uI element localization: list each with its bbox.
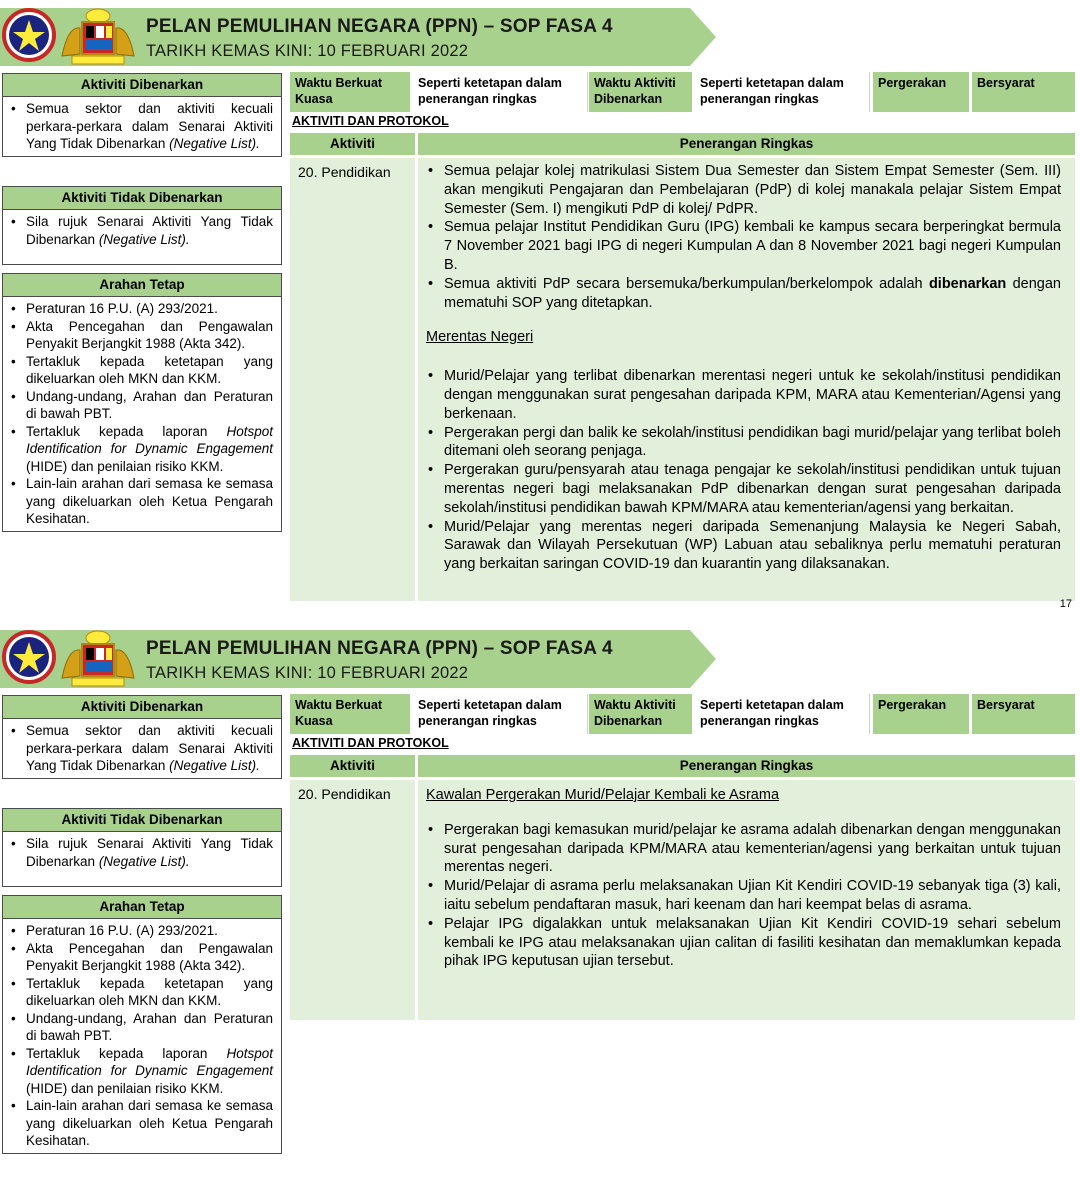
effective-time-value: Seperti ketetapan dalam penerangan ringkas bbox=[413, 72, 588, 112]
standing-order-item: • Tertakluk kepada ketetapan yang dikeluarkan oleh MKN dan KKM. bbox=[9, 975, 273, 1010]
activity-time-value: Seperti ketetapan dalam penerangan ringkas bbox=[695, 694, 870, 734]
allowed-activities-item: • Semua sektor dan aktiviti kecuali perkara-perkara dalam Senarai Aktiviti Yang Tidak Dibenarkan (Negative List). bbox=[9, 100, 273, 153]
allowed-activities-box bbox=[2, 695, 282, 779]
section-label: AKTIVITI DAN PROTOKOL bbox=[292, 114, 449, 128]
movement-value: Bersyarat bbox=[972, 72, 1075, 112]
page-title: PELAN PEMULIHAN NEGARA (PPN) – SOP FASA 4 bbox=[146, 638, 613, 659]
movement-label: Pergerakan bbox=[873, 694, 969, 734]
activity-table bbox=[290, 133, 1075, 601]
standing-orders-heading: Arahan Tetap bbox=[3, 896, 281, 919]
standing-order-item: • Tertakluk kepada laporan Hotspot Identification for Dynamic Engagement (HIDE) dan penilaian risiko KKM. bbox=[9, 1045, 273, 1098]
column-header-activity: Aktiviti bbox=[290, 133, 415, 155]
effective-time-value: Seperti ketetapan dalam penerangan ringkas bbox=[413, 694, 588, 734]
prohibited-activities-box bbox=[2, 186, 282, 265]
standing-order-item: • Lain-lain arahan dari semasa ke semasa yang dikeluarkan oleh Ketua Pengarah Kesihatan. bbox=[9, 1097, 273, 1150]
update-date: TARIKH KEMAS KINI: 10 FEBRUARI 2022 bbox=[146, 42, 469, 60]
standing-order-item: • Undang-undang, Arahan dan Peraturan di bawah PBT. bbox=[9, 388, 273, 423]
update-date: TARIKH KEMAS KINI: 10 FEBRUARI 2022 bbox=[146, 664, 469, 682]
column-header-activity: Aktiviti bbox=[290, 755, 415, 777]
section-label: AKTIVITI DAN PROTOKOL bbox=[292, 736, 449, 750]
status-row bbox=[290, 694, 1075, 734]
sub-heading-hostel-return: Kawalan Pergerakan Murid/Pelajar Kembali ke Asrama bbox=[426, 787, 780, 803]
prohibited-activities-heading: Aktiviti Tidak Dibenarkan bbox=[3, 187, 281, 210]
status-row bbox=[290, 72, 1075, 112]
description-bullet: • Semua pelajar kolej matrikulasi Sistem Dua Semester dan Sistem Empat Semester (Sem. III) akan mengikuti Pengajaran dan Pembelajaran (PdP) di kolej manakala pelajar Sistem Empat Semester (Sem. I) mengikuti PdP di kolej/ PdPR. bbox=[426, 162, 1061, 218]
effective-time-label: Waktu Berkuat Kuasa bbox=[290, 694, 410, 734]
column-header-description: Penerangan Ringkas bbox=[418, 755, 1075, 777]
page-title: PELAN PEMULIHAN NEGARA (PPN) – SOP FASA 4 bbox=[146, 16, 613, 37]
standing-order-item: • Akta Pencegahan dan Pengawalan Penyakit Berjangkit 1988 (Akta 342). bbox=[9, 318, 273, 353]
standing-order-item: • Tertakluk kepada laporan Hotspot Identification for Dynamic Engagement (HIDE) dan penilaian risiko KKM. bbox=[9, 423, 273, 476]
nsc-logo bbox=[2, 2, 56, 72]
prohibited-activities-box bbox=[2, 808, 282, 887]
description-bullet: • Semua pelajar Institut Pendidikan Guru (IPG) kembali ke kampus secara berperingkat bermula 7 November 2021 bagi IPG di negeri Kumpulan A dan 8 November 2021 bagi negeri Kumpulan B. bbox=[426, 218, 1061, 274]
coat-of-arms-logo bbox=[58, 628, 138, 690]
standing-order-item: • Peraturan 16 P.U. (A) 293/2021. bbox=[9, 922, 273, 940]
description-cell bbox=[418, 158, 1075, 601]
slide-page-18 bbox=[0, 622, 1080, 1197]
standing-order-item: • Peraturan 16 P.U. (A) 293/2021. bbox=[9, 300, 273, 318]
description-cell bbox=[418, 780, 1075, 1020]
activity-table bbox=[290, 755, 1075, 1020]
allowed-activities-heading: Aktiviti Dibenarkan bbox=[3, 74, 281, 97]
nsc-logo bbox=[2, 624, 56, 694]
movement-value: Bersyarat bbox=[972, 694, 1075, 734]
standing-order-item: • Tertakluk kepada ketetapan yang dikeluarkan oleh MKN dan KKM. bbox=[9, 353, 273, 388]
activity-time-label: Waktu Aktiviti Dibenarkan bbox=[589, 694, 692, 734]
standing-orders-heading: Arahan Tetap bbox=[3, 274, 281, 297]
page-number: 17 bbox=[1059, 598, 1072, 610]
standing-order-item: • Lain-lain arahan dari semasa ke semasa yang dikeluarkan oleh Ketua Pengarah Kesihatan. bbox=[9, 475, 273, 528]
activity-time-value: Seperti ketetapan dalam penerangan ringkas bbox=[695, 72, 870, 112]
activity-name-cell: 20. Pendidikan bbox=[290, 780, 415, 1020]
description-bullet: • Semua aktiviti PdP secara bersemuka/berkumpulan/berkelompok adalah dibenarkan dengan mematuhi SOP yang ditetapkan. bbox=[426, 275, 1061, 313]
standing-orders-box bbox=[2, 273, 282, 532]
coat-of-arms-logo bbox=[58, 6, 138, 68]
description-bullet: • Murid/Pelajar yang merentas negeri daripada Semenanjung Malaysia ke Negeri Sabah, Sarawak dan Wilayah Persekutuan (WP) Labuan atau sebaliknya perlu mematuhi peraturan yang berkaitan saringan COVID-19 dan kuarantin yang dilaksanakan. bbox=[426, 518, 1061, 574]
description-bullet: • Murid/Pelajar yang terlibat dibenarkan merentasi negeri untuk ke sekolah/institusi pendidikan dengan menggunakan surat pengesahan daripada KPM, MARA atau Kementerian/Agensi yang berkenaan. bbox=[426, 367, 1061, 423]
sub-heading-cross-state: Merentas Negeri bbox=[426, 329, 534, 346]
standing-order-item: • Akta Pencegahan dan Pengawalan Penyakit Berjangkit 1988 (Akta 342). bbox=[9, 940, 273, 975]
standing-orders-box bbox=[2, 895, 282, 1154]
activity-name-cell: 20. Pendidikan bbox=[290, 158, 415, 601]
description-bullet: • Pergerakan guru/pensyarah atau tenaga pengajar ke sekolah/institusi pendidikan untuk tujuan merentas negeri bagi melaksanakan PdP dibenarkan dengan surat pengesahan daripada sekolah/institusi pendidikan bawah KPM/MARA atau kementerian/agensi yang berkaitan. bbox=[426, 461, 1061, 517]
allowed-activities-item: • Semua sektor dan aktiviti kecuali perkara-perkara dalam Senarai Aktiviti Yang Tidak Dibenarkan (Negative List). bbox=[9, 722, 273, 775]
allowed-activities-heading: Aktiviti Dibenarkan bbox=[3, 696, 281, 719]
activity-time-label: Waktu Aktiviti Dibenarkan bbox=[589, 72, 692, 112]
description-bullet: • Pergerakan bagi kemasukan murid/pelajar ke asrama adalah dibenarkan dengan menggunakan surat pengesahan daripada KPM/MARA atau kementerian/agensi yang berkaitan untuk tujuan merentas negeri. bbox=[426, 821, 1061, 877]
allowed-activities-box bbox=[2, 73, 282, 157]
prohibited-activities-item: • Sila rujuk Senarai Aktiviti Yang Tidak Dibenarkan (Negative List). bbox=[9, 835, 273, 870]
movement-label: Pergerakan bbox=[873, 72, 969, 112]
prohibited-activities-item: • Sila rujuk Senarai Aktiviti Yang Tidak Dibenarkan (Negative List). bbox=[9, 213, 273, 248]
description-bullet: • Murid/Pelajar di asrama perlu melaksanakan Ujian Kit Kendiri COVID-19 sebanyak tiga (3) kali, iaitu sebelum pendaftaran masuk, hari keenam dan hari keempat belas di asrama. bbox=[426, 877, 1061, 915]
prohibited-activities-heading: Aktiviti Tidak Dibenarkan bbox=[3, 809, 281, 832]
standing-order-item: • Undang-undang, Arahan dan Peraturan di bawah PBT. bbox=[9, 1010, 273, 1045]
description-bullet: • Pergerakan pergi dan balik ke sekolah/institusi pendidikan bagi murid/pelajar yang terlibat boleh ditemani oleh seorang penjaga. bbox=[426, 424, 1061, 462]
column-header-description: Penerangan Ringkas bbox=[418, 133, 1075, 155]
description-bullet: • Pelajar IPG digalakkan untuk melaksanakan Ujian Kit Kendiri COVID-19 sehari sebelum kembali ke IPG atau melaksanakan ujian calitan di fasiliti kesihatan dan memaklumkan kepada pihak IPG keputusan ujian tersebut. bbox=[426, 915, 1061, 971]
effective-time-label: Waktu Berkuat Kuasa bbox=[290, 72, 410, 112]
